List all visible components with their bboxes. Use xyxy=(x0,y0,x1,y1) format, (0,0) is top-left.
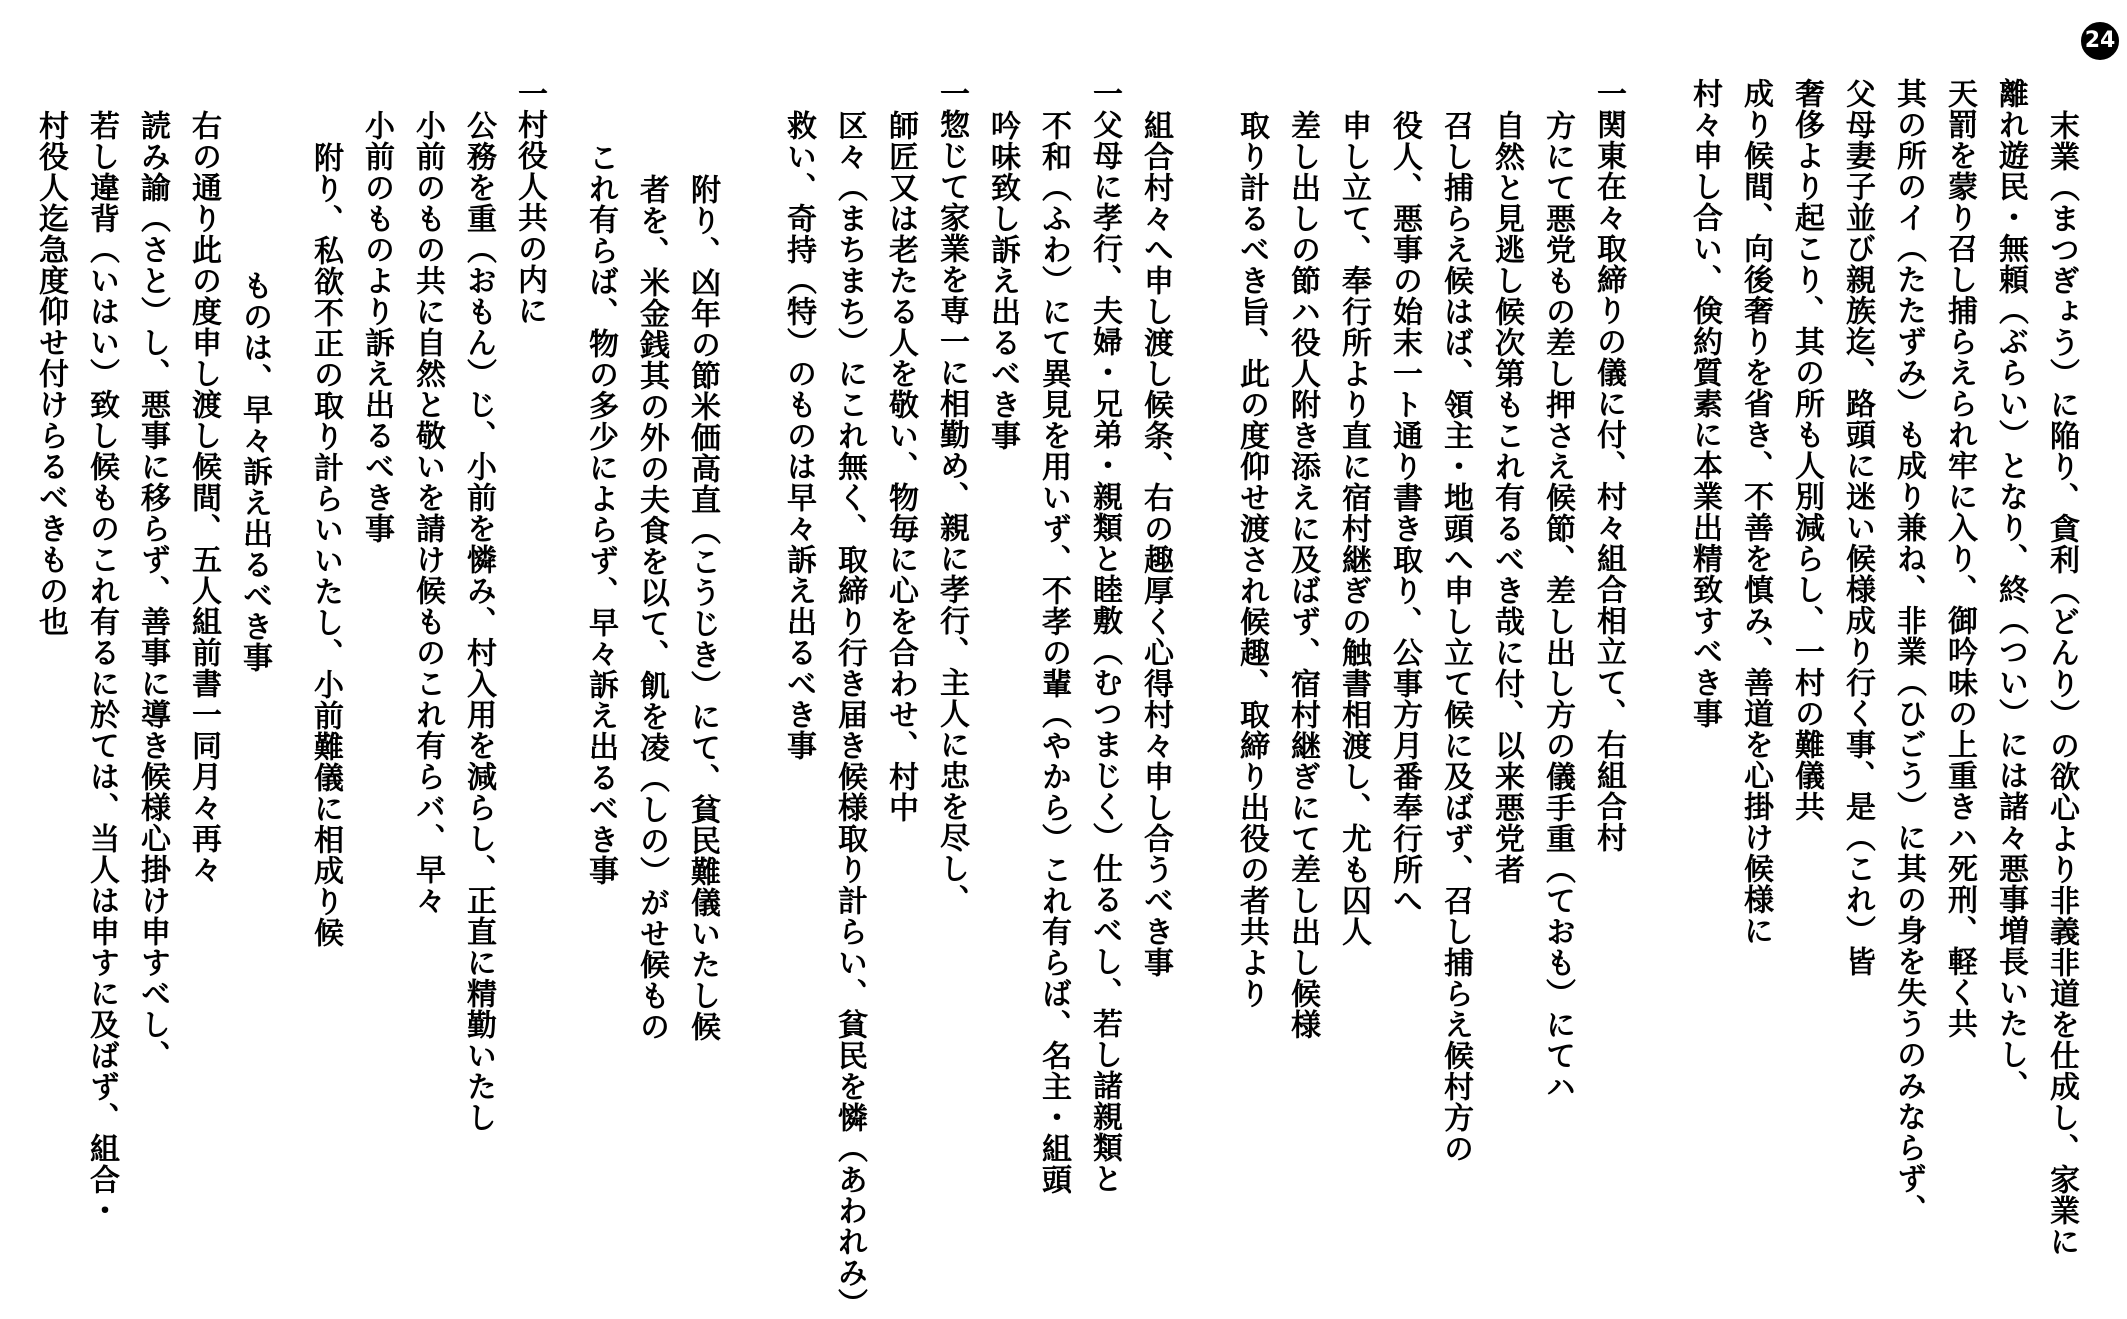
text-line: 一父母に孝行、夫婦・兄弟・親類と睦敷（むつまじく）仕るべし、若し諸親類と xyxy=(1087,78,1122,1194)
text-line: 救い、奇持（特）のものは早々訴え出るべき事 xyxy=(781,110,816,761)
text-line: 読み諭（さと）し、悪事に移らず、善事に導き候様心掛け申すべし、 xyxy=(135,110,170,1071)
text-line: 右の通り此の度申し渡し候間、五人組前書一同月々再々 xyxy=(186,110,221,885)
paragraph-gap xyxy=(0,78,25,1278)
text-line: 末業（まつぎょう）に陥り、貪利（どんり）の欲心より非義非道を仕成し、家業に xyxy=(2044,110,2079,1257)
text-line: これ有らば、物の多少によらず、早々訴え出るべき事 xyxy=(583,142,618,886)
text-line: 方にて悪党もの差し押さえ候節、差し出し方の儀手重（ておも）にてハ xyxy=(1540,110,1575,1102)
text-line: 一惣じて家業を専一に相勤め、親に孝行、主人に忠を尽し、 xyxy=(934,78,969,915)
text-line: 者を、米金銭其の外の夫食を以て、飢を凌（しの）がせ候もの xyxy=(634,174,669,1042)
text-line: 差し出しの節ハ役人附き添えに及ばず、宿村継ぎにて差し出し候様 xyxy=(1285,110,1320,1040)
text-line: 申し立て、奉行所より直に宿村継ぎの触書相渡し、尤も囚人 xyxy=(1336,110,1371,947)
text-line: 区々（まちまち）にこれ無く、取締り行き届き候様取り計らい、貧民を憐（あわれみ） xyxy=(832,110,867,1319)
paragraph-gap xyxy=(728,78,773,1278)
text-line: 取り計るべき旨、此の度仰せ渡され候趣、取締り出役の者共より xyxy=(1234,110,1269,1009)
text-line: 成り候間、向後奢りを省き、不善を慎み、善道を心掛け候様に xyxy=(1738,78,1773,946)
text-line: 天罰を蒙り召し捕らえられ牢に入り、御吟味の上重きハ死刑、軽く共 xyxy=(1942,78,1977,1039)
text-line: ものは、早々訴え出るべき事 xyxy=(237,270,272,673)
text-line: 師匠又は老たる人を敬い、物毎に心を合わせ、村中 xyxy=(883,110,918,823)
text-line: 附り、凶年の節米価高直（こうじき）にて、貧民難儀いたし候 xyxy=(685,174,720,1042)
vertical-text-body xyxy=(0,78,2087,1319)
page-number-badge: 24 xyxy=(2081,22,2119,60)
text-line: 吟味致し訴え出るべき事 xyxy=(985,110,1020,451)
text-line: 離れ遊民・無頼（ぶらい）となり、終（つい）には諸々悪事増長いたし、 xyxy=(1993,78,2028,1101)
text-line: 村々申し合い、倹約質素に本業出精致すべき事 xyxy=(1687,78,1722,729)
text-line: 附り、私欲不正の取り計らいいたし、小前難儀に相成り候 xyxy=(308,142,343,948)
text-line: 若し違背（いはい）致し候ものこれ有るに於ては、当人は申すに及ばず、組合・ xyxy=(84,110,119,1226)
text-line: 公務を重（おもん）じ、小前を憐み、村入用を減らし、正直に精勤いたし xyxy=(461,110,496,1133)
paragraph-gap xyxy=(1181,78,1226,1278)
text-line: 村役人迄急度仰せ付けらるべきもの也 xyxy=(33,110,68,637)
text-line: 一関東在々取締りの儀に付、村々組合相立て、右組合村 xyxy=(1591,78,1626,853)
text-line: 奢侈より起こり、其の所も人別減らし、一村の難儀共 xyxy=(1789,78,1824,822)
text-line: 父母妻子並び親族迄、路頭に迷い候様成り行く事、是（これ）皆 xyxy=(1840,78,1875,977)
text-line: 一村役人共の内に xyxy=(512,78,547,326)
text-line: 其の所のイ（たたずみ）も成り兼ね、非業（ひごう）に其の身を失うのみならず、 xyxy=(1891,78,1926,1225)
paragraph-gap xyxy=(555,78,575,1278)
text-line: 小前のもの共に自然と敬いを請け候ものこれ有らバ、早々 xyxy=(410,110,445,916)
text-line: 小前のものより訴え出るべき事 xyxy=(359,110,394,544)
text-line: 自然と見逃し候次第もこれ有るべき哉に付、以来悪党者 xyxy=(1489,110,1524,885)
text-line: 召し捕らえ候はば、領主・地頭へ申し立て候に及ばず、召し捕らえ候村方の xyxy=(1438,110,1473,1164)
text-line: 役人、悪事の始末一ト通り書き取り、公事方月番奉行所へ xyxy=(1387,110,1422,916)
paragraph-gap xyxy=(280,78,300,1278)
paragraph-gap xyxy=(1634,78,1679,1278)
text-line: 不和（ふわ）にて異見を用いず、不孝の輩（やから）これ有らば、名主・組頭 xyxy=(1036,110,1071,1195)
text-line: 組合村々へ申し渡し候条、右の趣厚く心得村々申し合うべき事 xyxy=(1138,110,1173,978)
